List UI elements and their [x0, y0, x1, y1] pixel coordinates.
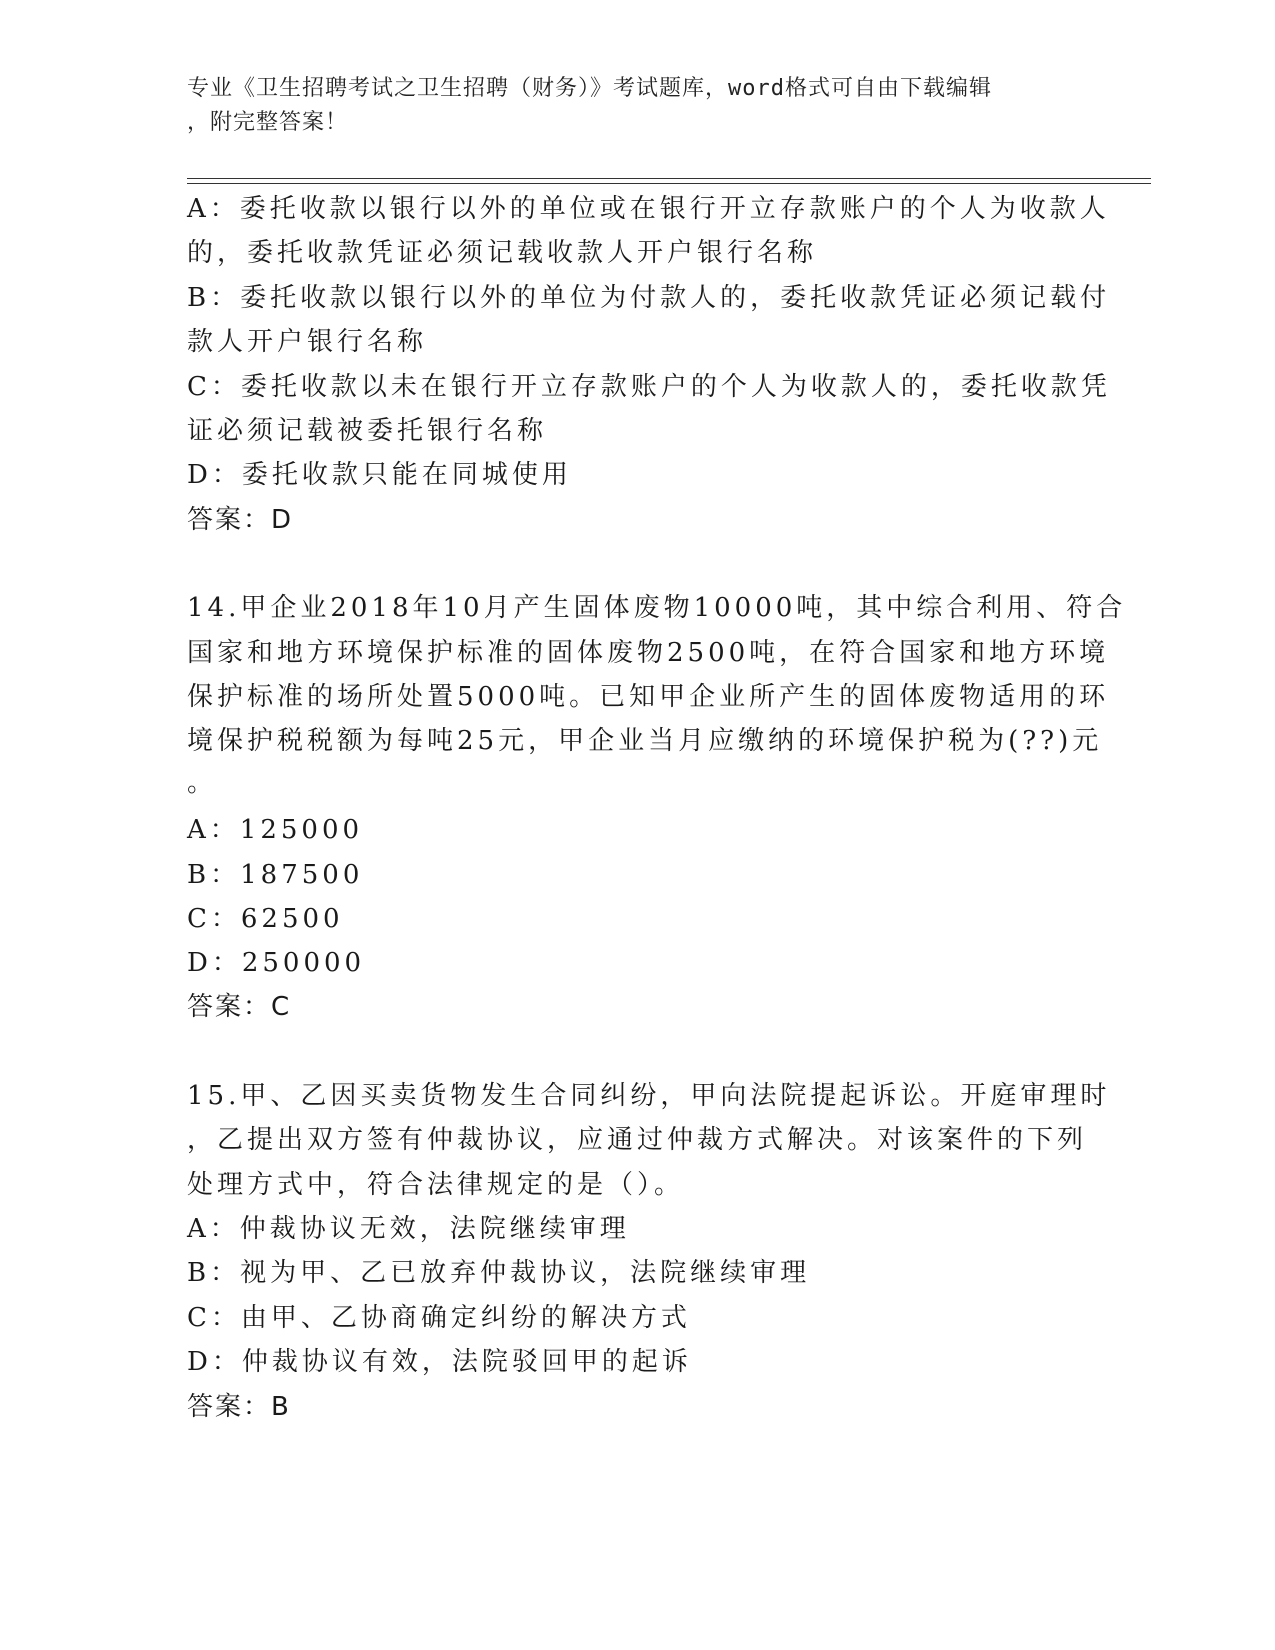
q13-answer: 答案：D: [187, 505, 294, 535]
q15-stem-line-3: 处理方式中，符合法律规定的是（）。: [187, 1170, 685, 1200]
q13-option-d: D：委托收款只能在同城使用: [187, 460, 572, 490]
q14-stem-line-5: 。: [187, 768, 218, 798]
q15-option-a: A：仲裁协议无效，法院继续审理: [187, 1214, 630, 1244]
q14-option-a: A：125000: [187, 815, 364, 845]
q15-option-c: C：由甲、乙协商确定纠纷的解决方式: [187, 1303, 691, 1333]
q14-stem-line-2: 国家和地方环境保护标准的固体废物2500吨，在符合国家和地方环境: [187, 638, 1110, 668]
header-divider-bottom: [187, 183, 1151, 184]
q13-option-b-line-2: 款人开户银行名称: [187, 327, 428, 357]
q14-option-b: B：187500: [187, 860, 364, 890]
q15-answer: 答案：B: [187, 1392, 291, 1422]
q14-stem-line-1: 14.甲企业2018年10月产生固体废物10000吨，其中综合利用、符合: [187, 593, 1127, 623]
q13-option-b-line-1: B：委托收款以银行以外的单位为付款人的，委托收款凭证必须记载付: [187, 283, 1111, 313]
q14-stem-line-4: 境保护税税额为每吨25元，甲企业当月应缴纳的环境保护税为(??)元: [187, 726, 1103, 756]
q15-stem-line-1: 15.甲、乙因买卖货物发生合同纠纷，甲向法院提起诉讼。开庭审理时: [187, 1081, 1111, 1111]
q14-stem-line-3: 保护标准的场所处置5000吨。已知甲企业所产生的固体废物适用的环: [187, 682, 1110, 712]
q15-option-b: B：视为甲、乙已放弃仲裁协议，法院继续审理: [187, 1258, 811, 1288]
header-line-2: ，附完整答案！: [187, 110, 349, 135]
q14-option-c: C：62500: [187, 904, 344, 934]
q15-stem-line-2: ，乙提出双方签有仲裁协议，应通过仲裁方式解决。对该案件的下列: [187, 1125, 1088, 1155]
q15-option-d: D：仲裁协议有效，法院驳回甲的起诉: [187, 1347, 692, 1377]
header-line-1: 专业《卫生招聘考试之卫生招聘（财务）》考试题库，word格式可自由下载编辑: [187, 76, 992, 101]
q14-answer: 答案：C: [187, 992, 292, 1022]
q13-option-c-line-1: C：委托收款以未在银行开立存款账户的个人为收款人的，委托收款凭: [187, 372, 1111, 402]
document-header: [187, 72, 1067, 140]
header-divider-top: [187, 178, 1151, 179]
q13-option-a-line-1: A：委托收款以银行以外的单位或在银行开立存款账户的个人为收款人: [187, 194, 1110, 224]
q13-option-a-line-2: 的，委托收款凭证必须记载收款人开户银行名称: [187, 238, 818, 268]
q13-option-c-line-2: 证必须记载被委托银行名称: [187, 416, 548, 446]
q14-option-d: D：250000: [187, 948, 366, 978]
